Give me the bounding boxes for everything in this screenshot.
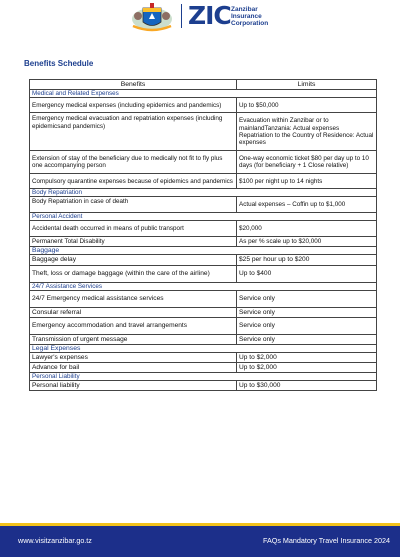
section-label: 24/7 Assistance Services (30, 282, 377, 290)
table-row (30, 265, 377, 282)
section-label: Personal Accident (30, 213, 377, 221)
header-divider (181, 4, 182, 28)
benefit-cell: Transmission of urgent message (30, 334, 237, 344)
limit-cell: Service only (237, 334, 377, 344)
page-header (0, 0, 400, 36)
header-limits: Limits (237, 80, 377, 90)
table-row (30, 254, 377, 265)
table-row (30, 352, 377, 362)
table-header-row (30, 80, 377, 90)
footer-website-link[interactable]: www.visitzanzibar.go.tz (18, 536, 92, 545)
limit-cell: Up to $50,000 (237, 98, 377, 113)
limit-cell: Service only (237, 317, 377, 334)
benefit-cell: Body Repatriation in case of death (30, 197, 237, 213)
zic-logo-subtitle: Zanzibar Insurance Corporation (231, 6, 269, 27)
benefits-table (29, 79, 377, 391)
table-row (30, 237, 377, 246)
section-title: Benefits Schedule (24, 59, 94, 68)
footer-document-title: FAQs Mandatory Travel Insurance 2024 (262, 536, 390, 545)
table-row (30, 98, 377, 113)
benefit-cell: Lawyer's expenses (30, 352, 237, 362)
header-benefits: Benefits (30, 80, 237, 90)
table-row (30, 221, 377, 237)
limit-cell: $25 per hour up to $200 (237, 254, 377, 265)
limit-cell: Up to $400 (237, 265, 377, 282)
section-label: Personal Liability (30, 372, 377, 380)
benefit-cell: Extension of stay of the beneficiary due to medically not fit to fly plus one accompanying person (30, 151, 237, 174)
limit-cell: As per % scale up to $20,000 (237, 237, 377, 246)
table-row (30, 197, 377, 213)
section-label: Legal Expenses (30, 344, 377, 352)
benefit-cell: Emergency medical expenses (including epidemics and pandemics) (30, 98, 237, 113)
benefit-cell: Permanent Total Disability (30, 237, 237, 246)
benefit-cell: Theft, loss or damage baggage (within the care of the airline) (30, 265, 237, 282)
footer-stripe (0, 523, 400, 526)
table-row (30, 317, 377, 334)
section-label: Baggage (30, 246, 377, 254)
section-row (30, 213, 377, 221)
limit-cell: $100 per night up to 14 nights (237, 174, 377, 189)
benefit-cell: Emergency medical evacuation and repatriation expenses (including epidemicsand pandemics) (30, 113, 237, 151)
table-row (30, 380, 377, 390)
limit-cell: Evacuation within Zanzibar or to mainlandTanzania: Actual expenses Repatriation to the Country of Residence: Actual expenses (237, 113, 377, 151)
section-row (30, 282, 377, 290)
zanzibar-coat-of-arms-icon (129, 2, 175, 32)
benefit-cell: Baggage delay (30, 254, 237, 265)
limit-cell: Service only (237, 307, 377, 317)
table-row (30, 174, 377, 189)
section-row (30, 90, 377, 98)
limit-cell: Service only (237, 290, 377, 307)
zic-logo: ZIC (188, 1, 231, 30)
section-row (30, 246, 377, 254)
limit-cell: Up to $2,000 (237, 352, 377, 362)
benefit-cell: Compulsory quarantine expenses because of epidemics and pandemics (30, 174, 237, 189)
section-row (30, 344, 377, 352)
table-row (30, 307, 377, 317)
table-row (30, 362, 377, 372)
limit-cell: One-way economic ticket $80 per day up to 10 days (for beneficiary + 1 Close relative) (237, 151, 377, 174)
table-row (30, 113, 377, 151)
section-row (30, 189, 377, 197)
table-row (30, 334, 377, 344)
section-row (30, 372, 377, 380)
limit-cell: $20,000 (237, 221, 377, 237)
section-label: Body Repatriation (30, 189, 377, 197)
benefit-cell: Emergency accommodation and travel arrangements (30, 317, 237, 334)
table-row (30, 290, 377, 307)
section-label: Medical and Related Expenses (30, 90, 377, 98)
limit-cell: Actual expenses – Coffin up to $1,000 (237, 197, 377, 213)
benefit-cell: 24/7 Emergency medical assistance services (30, 290, 237, 307)
benefit-cell: Consular referral (30, 307, 237, 317)
benefit-cell: Advance for bail (30, 362, 237, 372)
limit-cell: Up to $2,000 (237, 362, 377, 372)
benefit-cell: Personal liability (30, 380, 237, 390)
limit-cell: Up to $30,000 (237, 380, 377, 390)
table-row (30, 151, 377, 174)
benefit-cell: Accidental death occurred in means of public transport (30, 221, 237, 237)
